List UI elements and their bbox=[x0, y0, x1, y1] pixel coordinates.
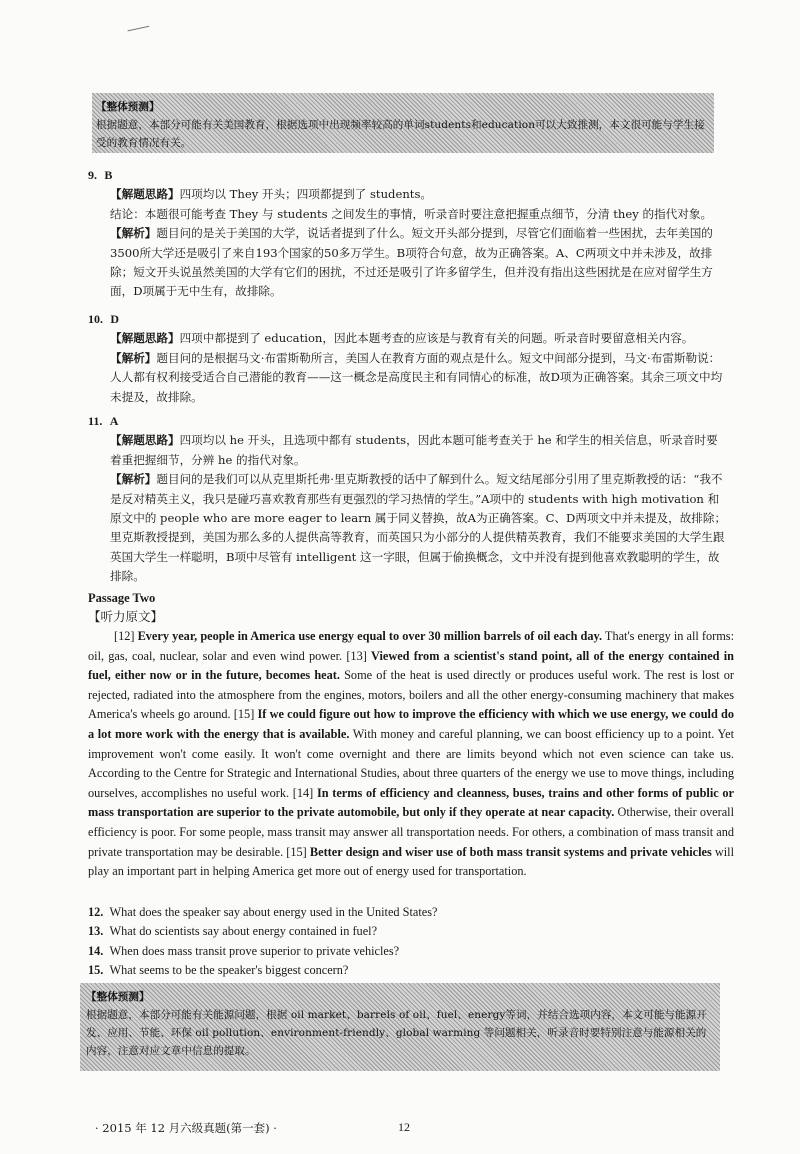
answer-11-hint-label: 【解题思路】 bbox=[110, 433, 180, 448]
passage-key-sentence: Better design and wiser use of both mass transit systems and private vehicles bbox=[309, 844, 712, 859]
prediction-label-bottom: 【整体预测】 bbox=[86, 991, 150, 1003]
question-text: What do scientists say about energy contained in fuel? bbox=[109, 924, 378, 939]
answer-11 bbox=[88, 412, 728, 587]
answer-11-letter: A bbox=[109, 414, 119, 428]
answer-10-letter: D bbox=[110, 312, 120, 326]
answer-9-letter: B bbox=[104, 168, 113, 182]
question-number: 14. bbox=[88, 943, 104, 958]
prediction-text-bottom bbox=[86, 988, 714, 1060]
question-item bbox=[88, 961, 688, 980]
question-number: 13. bbox=[88, 924, 104, 939]
answer-9-hint-text: 四项均以 They 开头；四项都提到了 students。 bbox=[179, 187, 432, 202]
question-item bbox=[88, 942, 688, 961]
question-text: What seems to be the speaker's biggest concern? bbox=[109, 963, 349, 978]
answer-11-analysis-text: 题目问的是我们可以从克里斯托弗·里克斯教授的话中了解到什么。短文结尾部分引用了里克斯教授的话：“我不是反对精英主义，我只是碰巧喜欢教育那些有更强烈的学习热情的学生。”A项中的 students with high motivation 和原文中的 people who are more eager to learn 属于同义替换，故A为正确答案。C、D两项文中并未提及，故排除；里克斯教授提到，美国为那么多的人提供高等教育，而英国只为小部分的人提供精英教育，我们不能要求美国的大学生跟英国大学生一样聪明，B项中尽管有 intelligent 这一字眼，但属于偷换概念，文中并没有提到他喜欢教聪明的学生，故排除。 bbox=[110, 472, 727, 584]
answer-9-analysis-text: 题目问的是关于美国的大学，说话者提到了什么。短文开头部分提到，尽管它们面临着一些困扰，去年美国的3500所大学还是吸引了来自193个国家的50多万学生。B项符合句意，故为正确答案。A、C两项文中并未涉及，故排除；短文开头说虽然美国的大学有它们的困扰，不过还是吸引了许多留学生，但并没有指出这些困扰是在应对留学生方面，D项属于无中生有，故排除。 bbox=[110, 226, 713, 299]
passage-transcript bbox=[88, 627, 734, 882]
transcript-label: 【听力原文】 bbox=[88, 609, 164, 624]
answer-9-analysis-label: 【解析】 bbox=[110, 226, 157, 241]
passage-segment: Some of the heat is used directly or produces useful work. The rest is lost or rejected, radiated into the atmosphere from the engines, motors, boilers and all the other energy-consuming machinery that makes America's wheels go around. [15] bbox=[88, 668, 734, 722]
prediction-label-top: 【整体预测】 bbox=[96, 101, 160, 113]
passage-key-sentence: In terms of efficiency and cleanness, buses, trains and other forms of public or mass transportation are superior to the private automobile, but only if they operate at near capacity. bbox=[88, 785, 734, 820]
answer-9-conclusion: 结论：本题很可能考查 They 与 students 之间发生的事情，听录音时要注意把握重点细节，分清 they 的指代对象。 bbox=[110, 206, 713, 221]
answer-10-hint-label: 【解题思路】 bbox=[110, 331, 180, 346]
question-number: 12. bbox=[88, 905, 104, 919]
answer-10 bbox=[88, 310, 728, 407]
footer-exam-title: · 2015 年 12 月六级真题(第一套) · bbox=[95, 1121, 277, 1135]
answer-10-analysis-label: 【解析】 bbox=[110, 350, 157, 365]
passage-segment: With money and careful planning, we can boost efficiency up to a point. Yet improvement won't come easily. It won't come overnight and there are limits beyond which not even science can take us. According to the Centre for Strategic and International Studies, about three quarters of the energy we use to move things, including ourselves, accomplishes no useful work. [14] bbox=[88, 726, 734, 800]
answer-11-hint-text: 四项均以 he 开头，且选项中都有 students，因此本题可能考查关于 he 和学生的相关信息，听录音时要着重把握细节，分辨 he 的指代对象。 bbox=[110, 433, 718, 467]
question-item bbox=[88, 922, 688, 941]
answer-10-analysis-text: 题目问的是根据马文·布雷斯勒所言，美国人在教育方面的观点是什么。短文中间部分提到，马文·布雷斯勒说：人人都有权利接受适合自己潜能的教育——这一概念是高度民主和有同情心的标准，故D项为正确答案。其余三项文中均未提及，故排除。 bbox=[110, 350, 723, 404]
page-number: 12 bbox=[398, 1120, 410, 1134]
passage-segment: will play an important part in helping America get more out of energy used for transportation. bbox=[88, 844, 734, 879]
passage-segment: [12] bbox=[114, 629, 138, 643]
answer-11-analysis-label: 【解析】 bbox=[110, 472, 157, 487]
passage-key-sentence: Viewed from a scientist's stand point, all of the energy contained in fuel, either now or in the future, becomes heat. bbox=[88, 648, 734, 683]
passage-key-sentence: If we could figure out how to improve the efficiency with which we use energy, we could do a lot more work with the energy that is available. bbox=[88, 707, 734, 741]
answer-10-number: 10. bbox=[88, 312, 103, 326]
passage-segment: That's energy in all forms: oil, gas, coal, nuclear, solar and even wind power. [13] bbox=[88, 629, 735, 663]
question-text: What does the speaker say about energy used in the United States? bbox=[109, 905, 438, 919]
answer-9-hint-label: 【解题思路】 bbox=[110, 187, 180, 202]
answer-9-number: 9. bbox=[88, 168, 97, 182]
stray-mark bbox=[128, 26, 151, 37]
question-item bbox=[88, 903, 688, 922]
passage-title: Passage Two bbox=[88, 591, 156, 605]
prediction-text-top bbox=[96, 98, 708, 152]
prediction-body-top: 根据题意，本部分可能有关美国教育，根据选项中出现频率较高的单词students和education可以大致推测，本文很可能与学生接受的教育情况有关。 bbox=[96, 119, 705, 149]
answer-10-hint-text: 四项中都提到了 education，因此本题考查的应该是与教育有关的问题。听录音时要留意相关内容。 bbox=[179, 331, 694, 346]
answer-11-number: 11. bbox=[88, 414, 103, 428]
question-text: When does mass transit prove superior to private vehicles? bbox=[109, 943, 400, 958]
question-number: 15. bbox=[88, 963, 104, 978]
question-list bbox=[88, 903, 688, 981]
prediction-body-bottom: 根据题意，本部分可能有关能源问题，根据 oil market、barrels of oil、fuel、energy等词，并结合选项内容，本文可能与能源开发、应用、节能、环保 oil pollution、environment-friendly、global warming 等问题相关，听录音时要特别注意与能源相关的内容，注意对应文章中信息的提取。 bbox=[86, 1009, 707, 1057]
passage-key-sentence: Every year, people in America use energy equal to over 30 million barrels of oil each day. bbox=[137, 629, 603, 643]
passage-segment: Otherwise, their overall efficiency is poor. For some people, mass transit may answer all transportation needs. For others, a combination of mass transit and private transportation may be desirable. [15] bbox=[88, 805, 734, 859]
answer-9 bbox=[88, 166, 728, 302]
